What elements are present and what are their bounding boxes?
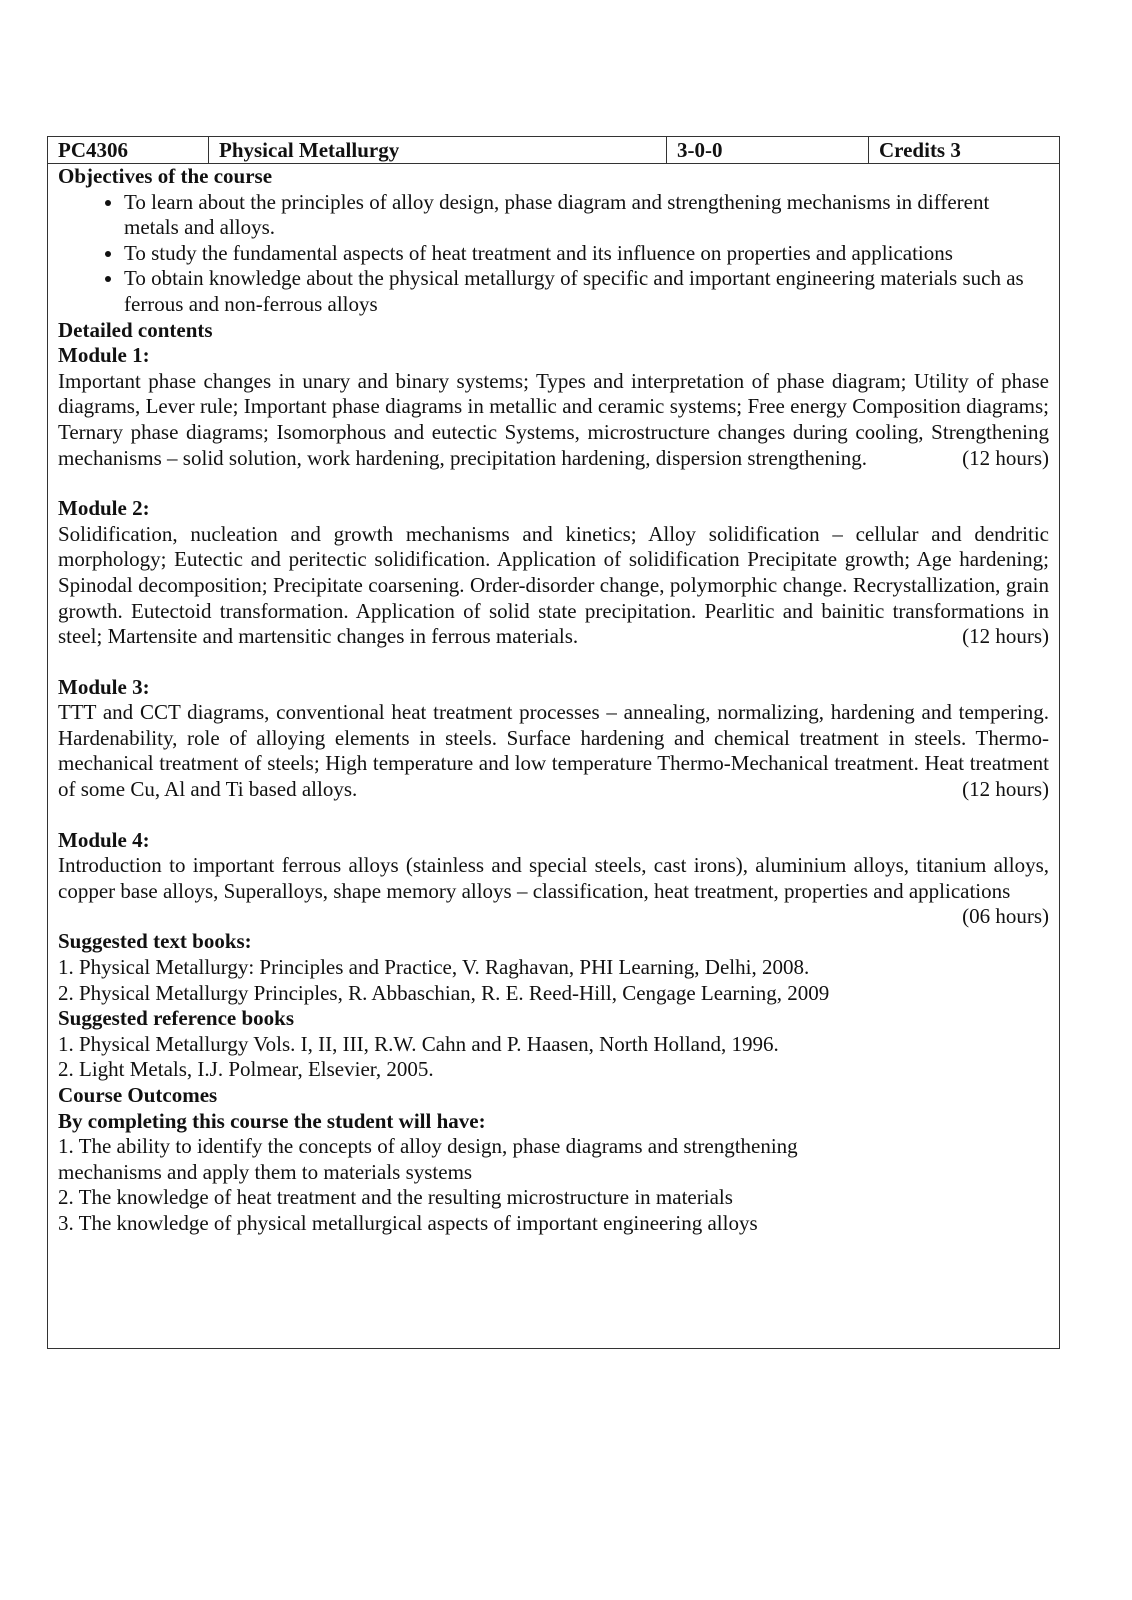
text-books-heading: Suggested text books:	[58, 929, 252, 954]
text-book-item: 2. Physical Metallurgy Principles, R. Abbaschian, R. E. Reed-Hill, Cengage Learning, 2009	[58, 980, 830, 1005]
outcomes-heading: Course Outcomes	[58, 1083, 218, 1107]
module-1-text: Important phase changes in unary and binary systems; Types and interpretation of phase diagram; Utility of phase diagrams, Lever rule; Important phase diagrams in metallic and ceramic systems; Free energy Composition diagrams; Ternary phase diagrams; Isomorphous and eutectic Systems, microstructure changes during cooling, Strengthening mechanisms – solid solution, work hardening, precipitation hardening, dispersion strengthening.	[58, 368, 1049, 470]
objectives-heading: Objectives of the course	[58, 164, 273, 188]
course-header-row	[48, 137, 1059, 164]
module-2-text: Solidification, nucleation and growth mechanisms and kinetics; Alloy solidification – cellular and dendritic morphology; Eutectic and peritectic solidification. Application of solidification Precipitate growth; Age hardening; Spinodal decomposition; Precipitate coarsening. Order-disorder change, polymorphic change. Recrystallization, grain growth. Eutectoid transformation. Application of solid state precipitation. Pearlitic and bainitic transformations in steel; Martensite and martensitic changes in ferrous materials.	[58, 521, 1049, 649]
objectives-list	[58, 190, 1049, 318]
outcome-item: 1. The ability to identify the concepts of alloy design, phase diagrams and strengthening	[58, 1134, 798, 1159]
module-1-title: Module 1:	[58, 343, 150, 368]
module-2-body	[58, 522, 1049, 650]
module-4-body	[58, 853, 1049, 929]
module-1-body	[58, 369, 1049, 471]
reference-books-heading: Suggested reference books	[58, 1006, 295, 1031]
reference-book-item: 1. Physical Metallurgy Vols. I, II, III, R.W. Cahn and P. Haasen, North Holland, 1996.	[58, 1031, 779, 1056]
text-book-item: 1. Physical Metallurgy: Principles and Practice, V. Raghavan, PHI Learning, Delhi, 2008.	[58, 955, 810, 980]
module-1-hours: (12 hours)	[962, 445, 1049, 470]
objective-item: • To study the fundamental aspects of heat treatment and its influence on properties and applications	[124, 241, 1049, 267]
module-2-hours: (12 hours)	[962, 624, 1049, 649]
outcomes-subheading: By completing this course the student will have:	[58, 1108, 486, 1133]
outcome-item: 2. The knowledge of heat treatment and the resulting microstructure in materials	[58, 1185, 733, 1210]
objective-item: • To learn about the principles of alloy design, phase diagram and strengthening mechanisms in different metals and alloys.	[124, 190, 1049, 241]
module-2-title: Module 2:	[58, 496, 150, 521]
outcome-item: mechanisms and apply them to materials systems	[58, 1159, 473, 1184]
outcome-item: 3. The knowledge of physical metallurgical aspects of important engineering alloys	[58, 1210, 758, 1235]
course-ltp: 3-0-0	[667, 137, 869, 163]
course-sheet	[47, 136, 1060, 1349]
module-4-title: Module 4:	[58, 827, 150, 852]
module-3-text: TTT and CCT diagrams, conventional heat treatment processes – annealing, normalizing, hardening and tempering. Hardenability, role of alloying elements in steels. Surface hardening and chemical treatment in steels. Thermo-mechanical treatment of steels; High temperature and low temperature Thermo-Mechanical treatment. Heat treatment of some Cu, Al and Ti based alloys.	[58, 700, 1049, 802]
module-3-body	[58, 700, 1049, 802]
module-3-hours: (12 hours)	[962, 777, 1049, 802]
module-4-text: Introduction to important ferrous alloys (stainless and special steels, cast irons), aluminium alloys, titanium alloys, copper base alloys, Superalloys, shape memory alloys – classification, heat treatment, properties and applications	[58, 853, 1049, 903]
module-4-hours: (06 hours)	[962, 904, 1049, 929]
course-content	[48, 164, 1059, 1237]
reference-book-item: 2. Light Metals, I.J. Polmear, Elsevier, 2005.	[58, 1057, 434, 1082]
detailed-contents-heading: Detailed contents	[58, 317, 213, 342]
course-code: PC4306	[48, 137, 209, 163]
module-3-title: Module 3:	[58, 674, 150, 699]
course-title: Physical Metallurgy	[209, 137, 667, 163]
course-credits: Credits 3	[879, 138, 961, 162]
objective-item: • To obtain knowledge about the physical metallurgy of specific and important engineering materials such as ferrous and non-ferrous alloys	[124, 266, 1049, 317]
